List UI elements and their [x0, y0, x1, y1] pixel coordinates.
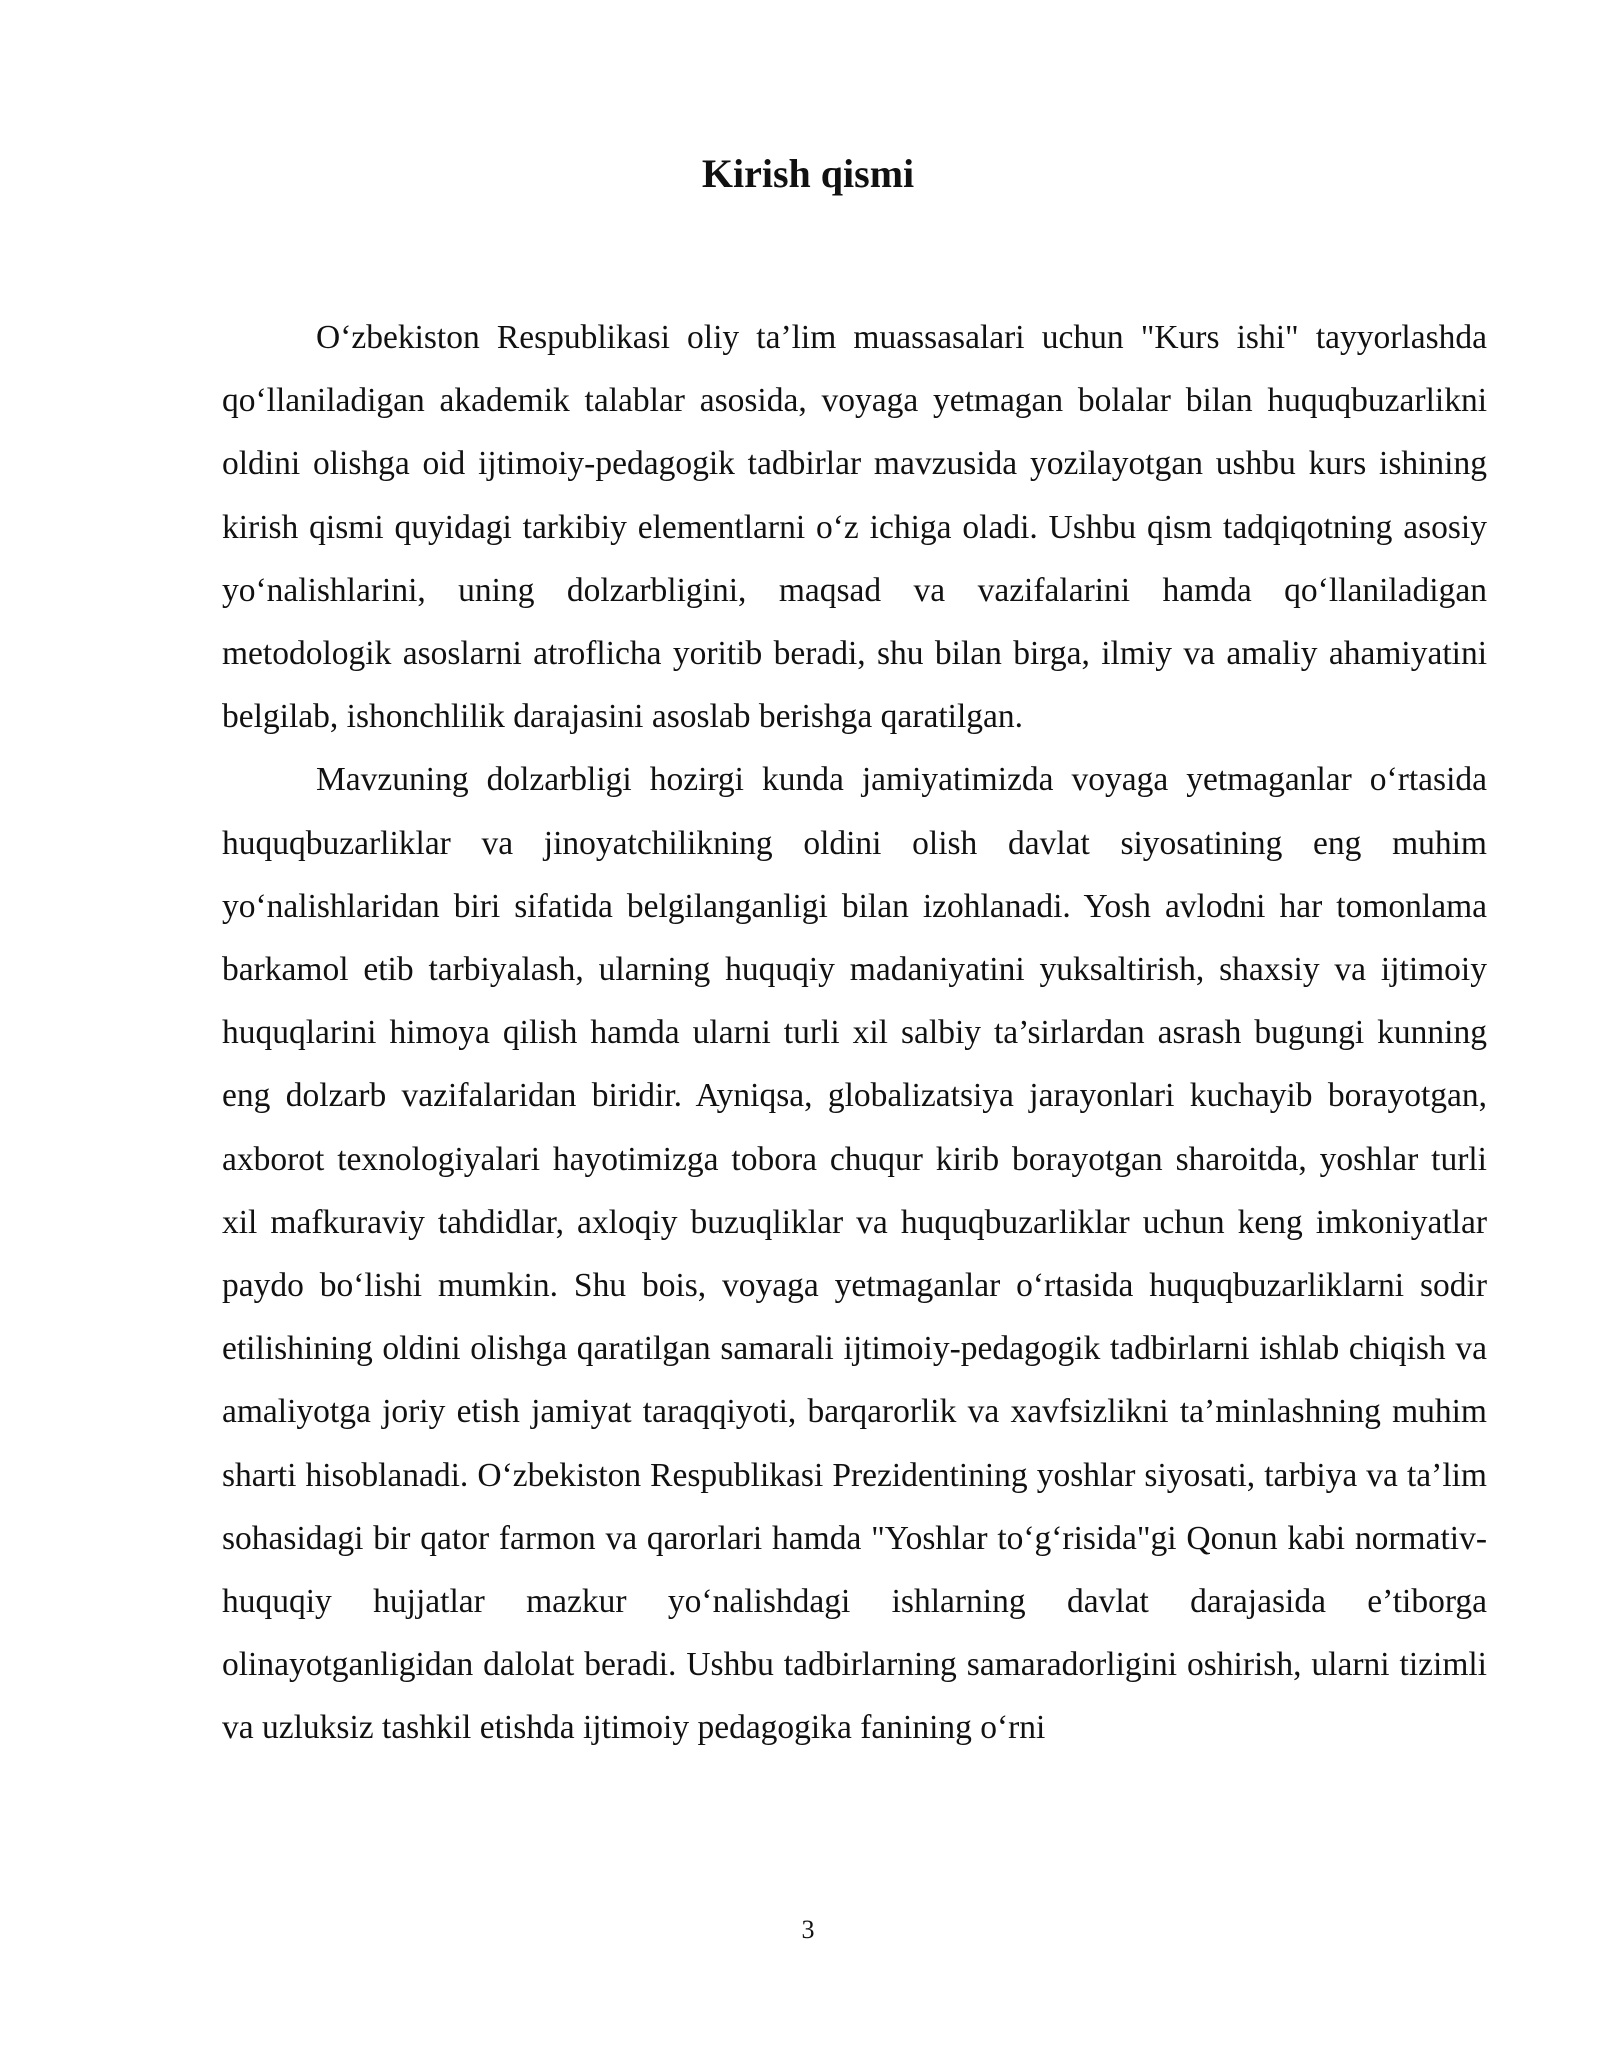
paragraph-introduction: O‘zbekiston Respublikasi oliy ta’lim muassasalari uchun "Kurs ishi" tayyorlashda qo‘llaniladigan akademik talablar asosida, voyaga yetmagan bolalar bilan huquqbuzarlikni oldini olishga oid ijtimoiy-pedagogik tadbirlar mavzusida yozilayotgan ushbu kurs ishining kirish qismi quyidagi tarkibiy elementlarni o‘z ichiga oladi. Ushbu qism tadqiqotning asosiy yo‘nalishlarini, uning dolzarbligini, maqsad va vazifalarini hamda qo‘llaniladigan metodologik asoslarni atroflicha yoritib beradi, shu bilan birga, ilmiy va amaliy ahamiyatini belgilab, ishonchlilik darajasini asoslab berishga qaratilgan.	[222, 319, 1487, 736]
paragraph-relevance: Mavzuning dolzarbligi hozirgi kunda jamiyatimizda voyaga yetmaganlar o‘rtasida huquqbuzarliklar va jinoyatchilikning oldini olish davlat siyosatining eng muhim yo‘nalishlaridan biri sifatida belgilanganligi bilan izohlanadi. Yosh avlodni har tomonlama barkamol etib tarbiyalash, ularning huquqiy madaniyatini yuksaltirish, shaxsiy va ijtimoiy huquqlarini himoya qilish hamda ularni turli xil salbiy ta’sirlardan asrash bugungi kunning eng dolzarb vazifalaridan biridir. Ayniqsa, globalizatsiya jarayonlari kuchayib borayotgan, axborot texnologiyalari hayotimizga tobora chuqur kirib borayotgan sharoitda, yoshlar turli xil mafkuraviy tahdidlar, axloqiy buzuqliklar va huquqbuzarliklar uchun keng imkoniyatlar paydo bo‘lishi mumkin. Shu bois, voyaga yetmaganlar o‘rtasida huquqbuzarliklarni sodir etilishining oldini olishga qaratilgan samarali ijtimoiy-pedagogik tadbirlarni ishlab chiqish va amaliyotga joriy etish jamiyat taraqqiyoti, barqarorlik va xavfsizlikni ta’minlashning muhim sharti hisoblanadi. O‘zbekiston Respublikasi Prezidentining yoshlar siyosati, tarbiya va ta’lim sohasidagi bir qator farmon va qarorlari hamda "Yoshlar to‘g‘risida"gi Qonun kabi normativ-huquqiy hujjatlar mazkur yo‘nalishdagi ishlarning davlat darajasida e’tiborga olinayotganligidan dalolat beradi. Ushbu tadbirlarning samaradorligini oshirish, ularni tizimli va uzluksiz tashkil etishda ijtimoiy pedagogika fanining o‘rni	[222, 761, 1487, 1747]
body-text	[222, 306, 1487, 1760]
page-number: 3	[801, 1915, 815, 1944]
page-title: Kirish qismi	[701, 151, 915, 196]
